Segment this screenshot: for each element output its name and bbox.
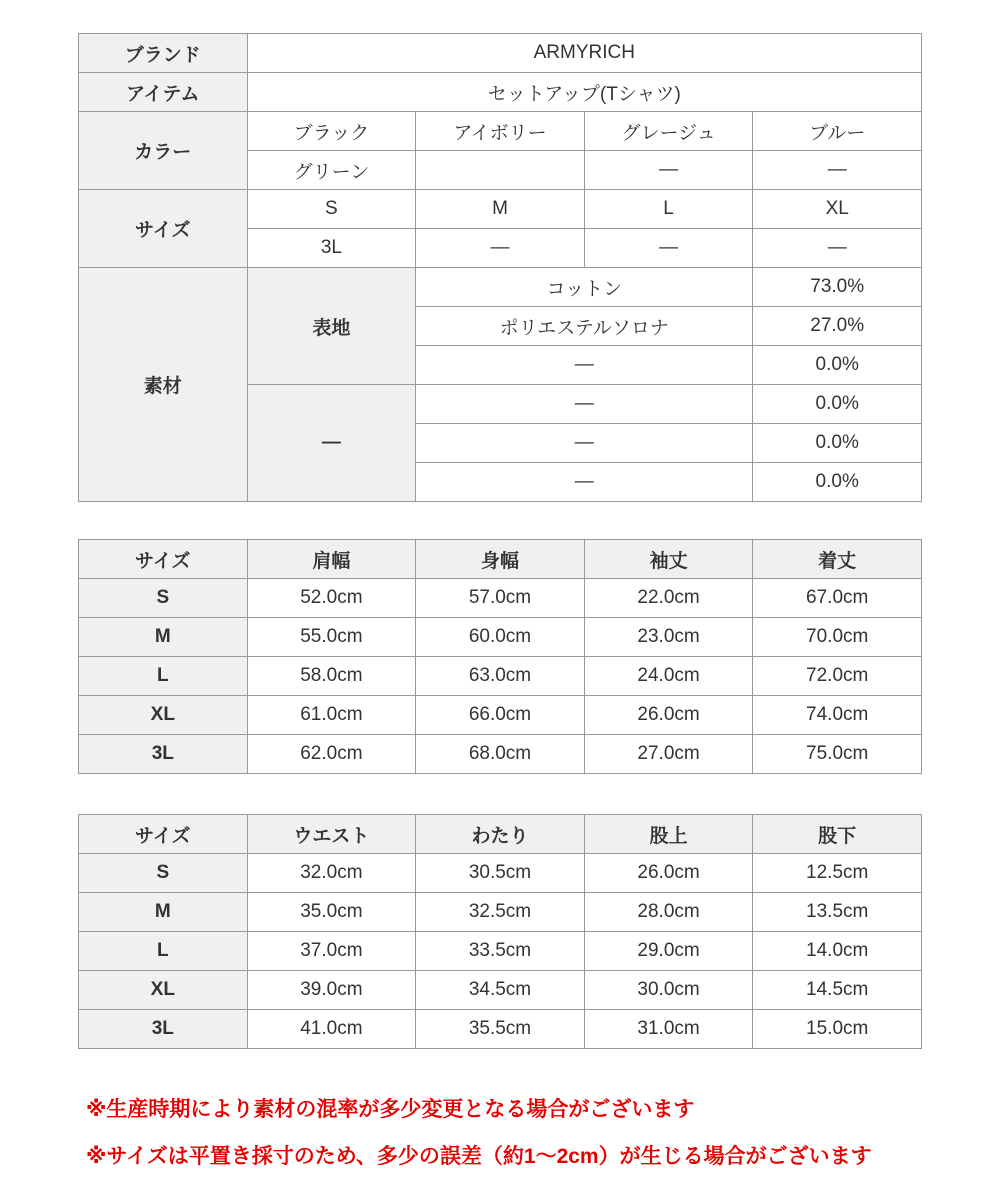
color-option-cell: アイボリー bbox=[416, 112, 585, 151]
color-option-cell: — bbox=[753, 151, 922, 190]
measurement-cell: 31.0cm bbox=[584, 1010, 753, 1049]
size-option-cell: — bbox=[416, 229, 585, 268]
material-name-cell: — bbox=[416, 346, 753, 385]
material-name-cell: — bbox=[416, 385, 753, 424]
measurement-cell: 60.0cm bbox=[416, 618, 585, 657]
measurement-cell: 74.0cm bbox=[753, 696, 922, 735]
measurement-cell: 55.0cm bbox=[247, 618, 416, 657]
bottoms-size-row bbox=[79, 932, 922, 971]
size-option-cell: M bbox=[416, 190, 585, 229]
measurement-cell: 26.0cm bbox=[584, 854, 753, 893]
measurement-cell: 67.0cm bbox=[753, 579, 922, 618]
size-row-label-cell: 3L bbox=[79, 735, 248, 774]
sleeve-length-header-cell: 袖丈 bbox=[584, 540, 753, 579]
size-row-label-cell: XL bbox=[79, 696, 248, 735]
measurement-cell: 22.0cm bbox=[584, 579, 753, 618]
measurement-cell: 57.0cm bbox=[416, 579, 585, 618]
color-option-cell: ブルー bbox=[753, 112, 922, 151]
thigh-width-header-cell: わたり bbox=[416, 815, 585, 854]
rise-header-cell: 股上 bbox=[584, 815, 753, 854]
size-row-label-cell: S bbox=[79, 579, 248, 618]
measurement-cell: 28.0cm bbox=[584, 893, 753, 932]
color-option-cell bbox=[416, 151, 585, 190]
measurement-cell: 35.0cm bbox=[247, 893, 416, 932]
tops-size-row bbox=[79, 657, 922, 696]
shoulder-width-header-cell: 肩幅 bbox=[247, 540, 416, 579]
bottoms-size-row bbox=[79, 893, 922, 932]
size-row-label-cell: M bbox=[79, 618, 248, 657]
material-percent-cell: 73.0% bbox=[753, 268, 922, 307]
item-row bbox=[79, 73, 922, 112]
color-row-1 bbox=[79, 112, 922, 151]
measurement-cell: 41.0cm bbox=[247, 1010, 416, 1049]
material-name-cell: コットン bbox=[416, 268, 753, 307]
bottoms-size-row bbox=[79, 854, 922, 893]
material-label-cell: 素材 bbox=[79, 268, 248, 502]
measurement-cell: 75.0cm bbox=[753, 735, 922, 774]
measurement-cell: 63.0cm bbox=[416, 657, 585, 696]
measurement-cell: 35.5cm bbox=[416, 1010, 585, 1049]
measurement-cell: 23.0cm bbox=[584, 618, 753, 657]
material-percent-cell: 0.0% bbox=[753, 346, 922, 385]
measurement-cell: 26.0cm bbox=[584, 696, 753, 735]
measurement-cell: 66.0cm bbox=[416, 696, 585, 735]
measurement-cell: 39.0cm bbox=[247, 971, 416, 1010]
size-row-label-cell: XL bbox=[79, 971, 248, 1010]
measurement-cell: 14.5cm bbox=[753, 971, 922, 1010]
item-label-cell: アイテム bbox=[79, 73, 248, 112]
measurement-cell: 12.5cm bbox=[753, 854, 922, 893]
measurement-cell: 13.5cm bbox=[753, 893, 922, 932]
measurement-cell: 27.0cm bbox=[584, 735, 753, 774]
waist-header-cell: ウエスト bbox=[247, 815, 416, 854]
size-row-label-cell: M bbox=[79, 893, 248, 932]
size-header-cell: サイズ bbox=[79, 540, 248, 579]
color-option-cell: グレージュ bbox=[584, 112, 753, 151]
measurement-cell: 33.5cm bbox=[416, 932, 585, 971]
product-info-table bbox=[78, 33, 922, 502]
body-width-header-cell: 身幅 bbox=[416, 540, 585, 579]
measurement-cell: 34.5cm bbox=[416, 971, 585, 1010]
bottoms-size-row bbox=[79, 971, 922, 1010]
measurement-cell: 32.5cm bbox=[416, 893, 585, 932]
measurement-cell: 30.5cm bbox=[416, 854, 585, 893]
measurement-cell: 52.0cm bbox=[247, 579, 416, 618]
material-name-cell: ポリエステルソロナ bbox=[416, 307, 753, 346]
brand-label-cell: ブランド bbox=[79, 34, 248, 73]
measurement-cell: 68.0cm bbox=[416, 735, 585, 774]
measurement-cell: 29.0cm bbox=[584, 932, 753, 971]
size-row-label-cell: L bbox=[79, 657, 248, 696]
size-row-1 bbox=[79, 190, 922, 229]
material-percent-cell: 0.0% bbox=[753, 463, 922, 502]
size-label-cell: サイズ bbox=[79, 190, 248, 268]
size-row-label-cell: 3L bbox=[79, 1010, 248, 1049]
tops-header-row bbox=[79, 540, 922, 579]
size-option-cell: — bbox=[753, 229, 922, 268]
disclaimer-notes bbox=[78, 1093, 922, 1170]
size-row-label-cell: S bbox=[79, 854, 248, 893]
size-disclaimer-note: ※サイズは平置き採寸のため、多少の誤差（約1～2cm）が生じる場合がございます bbox=[86, 1145, 872, 1168]
size-option-cell: L bbox=[584, 190, 753, 229]
material-name-cell: — bbox=[416, 424, 753, 463]
measurement-cell: 32.0cm bbox=[247, 854, 416, 893]
measurement-cell: 30.0cm bbox=[584, 971, 753, 1010]
measurement-cell: 70.0cm bbox=[753, 618, 922, 657]
measurement-cell: 58.0cm bbox=[247, 657, 416, 696]
tops-size-row bbox=[79, 579, 922, 618]
lining-label-cell: — bbox=[247, 385, 416, 502]
tops-size-row bbox=[79, 618, 922, 657]
material-row bbox=[79, 268, 922, 307]
color-option-cell: — bbox=[584, 151, 753, 190]
bottoms-header-row bbox=[79, 815, 922, 854]
color-option-cell: ブラック bbox=[247, 112, 416, 151]
tops-size-row bbox=[79, 735, 922, 774]
size-option-cell: 3L bbox=[247, 229, 416, 268]
size-option-cell: S bbox=[247, 190, 416, 229]
measurement-cell: 24.0cm bbox=[584, 657, 753, 696]
material-disclaimer-note: ※生産時期により素材の混率が多少変更となる場合がございます bbox=[86, 1098, 695, 1121]
bottoms-size-table bbox=[78, 814, 922, 1049]
color-label-cell: カラー bbox=[79, 112, 248, 190]
material-percent-cell: 27.0% bbox=[753, 307, 922, 346]
measurement-cell: 72.0cm bbox=[753, 657, 922, 696]
size-header-cell: サイズ bbox=[79, 815, 248, 854]
measurement-cell: 61.0cm bbox=[247, 696, 416, 735]
tops-size-table bbox=[78, 539, 922, 774]
color-option-cell: グリーン bbox=[247, 151, 416, 190]
material-name-cell: — bbox=[416, 463, 753, 502]
size-option-cell: — bbox=[584, 229, 753, 268]
material-percent-cell: 0.0% bbox=[753, 385, 922, 424]
total-length-header-cell: 着丈 bbox=[753, 540, 922, 579]
measurement-cell: 14.0cm bbox=[753, 932, 922, 971]
outer-fabric-label-cell: 表地 bbox=[247, 268, 416, 385]
size-option-cell: XL bbox=[753, 190, 922, 229]
material-percent-cell: 0.0% bbox=[753, 424, 922, 463]
tops-size-row bbox=[79, 696, 922, 735]
brand-row bbox=[79, 34, 922, 73]
brand-value-cell: ARMYRICH bbox=[247, 34, 921, 73]
measurement-cell: 62.0cm bbox=[247, 735, 416, 774]
measurement-cell: 15.0cm bbox=[753, 1010, 922, 1049]
measurement-cell: 37.0cm bbox=[247, 932, 416, 971]
size-row-label-cell: L bbox=[79, 932, 248, 971]
item-value-cell: セットアップ(Tシャツ) bbox=[247, 73, 921, 112]
inseam-header-cell: 股下 bbox=[753, 815, 922, 854]
bottoms-size-row bbox=[79, 1010, 922, 1049]
